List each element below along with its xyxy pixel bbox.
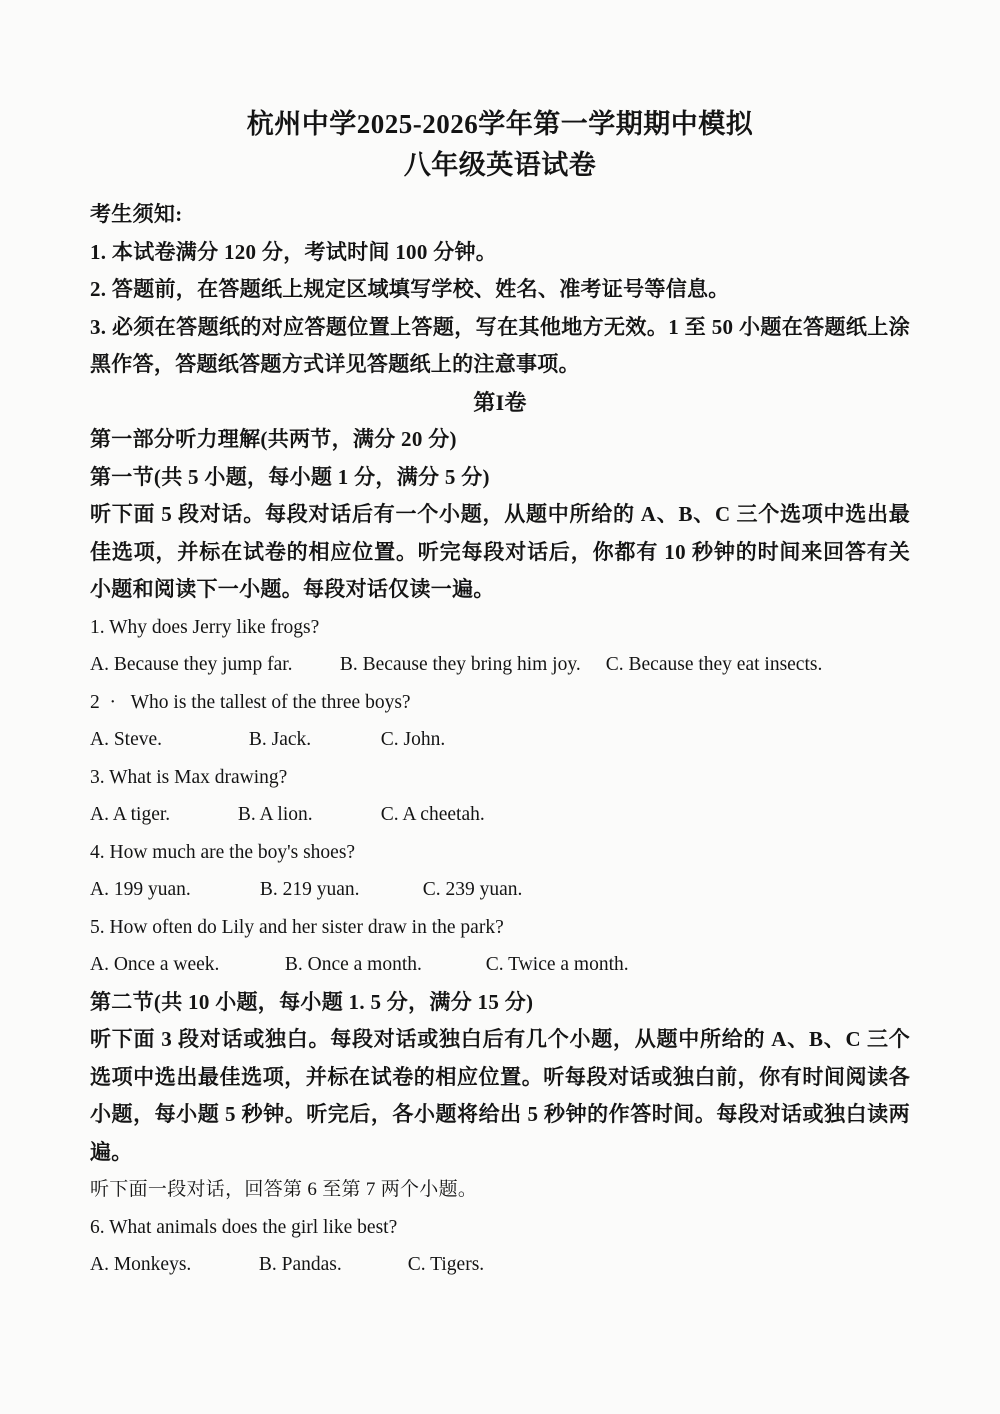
part1-heading: 第一部分听力理解(共两节，满分 20 分) <box>90 427 457 451</box>
question-2-stem: 2 · Who is the tallest of the three boys? <box>90 691 411 713</box>
section1-heading: 第一节(共 5 小题，每小题 1 分，满分 5 分) <box>90 464 490 489</box>
question-1-stem: 1. Why does Jerry like frogs? <box>90 616 320 638</box>
question-5-option-a: A. Once a week. <box>90 954 220 975</box>
question-3-stem: 3. What is Max drawing? <box>90 766 288 788</box>
question-4-stem: 4. How much are the boy's shoes? <box>90 841 356 863</box>
question-2-option-c: C. John. <box>380 729 446 750</box>
question-3-option-a: A. A tiger. <box>90 804 171 825</box>
question-5 <box>90 909 910 984</box>
question-4-option-b: B. 219 yuan. <box>259 879 360 900</box>
question-4-options <box>90 871 910 909</box>
question-6-option-a: A. Monkeys. <box>90 1254 192 1275</box>
question-6-option-c: C. Tigers. <box>407 1254 485 1275</box>
volume-title: 第I卷 <box>473 389 527 415</box>
section2-instructions: 听下面 3 段对话或独白。每段对话或独白后有几个小题，从题中所给的 A、B、C 三个选项中选出最佳选项，并标在试卷的相应位置。听每段对话或独白前，你有时间阅读各小题，每小题 5 秒钟。听完后，各小题将给出 5 秒钟的作答时间。每段对话或独白读两遍。 <box>90 1027 910 1164</box>
notice-heading: 考生须知: <box>90 202 183 226</box>
question-6-options <box>90 1246 910 1284</box>
question-1-option-b: B. Because they bring him joy. <box>339 654 581 675</box>
question-4 <box>90 834 910 909</box>
question-2-options <box>90 721 910 759</box>
exam-subtitle: 八年级英语试卷 <box>403 150 597 180</box>
question-1-option-a: A. Because they jump far. <box>90 654 293 675</box>
question-6-option-b: B. Pandas. <box>258 1254 342 1275</box>
section2-dialogue-note: 听下面一段对话，回答第 6 至第 7 两个小题。 <box>90 1179 478 1200</box>
notice-item-2: 2. 答题前，在答题纸上规定区域填写学校、姓名、准考证号等信息。 <box>90 277 730 301</box>
question-1-option-c: C. Because they eat insects. <box>605 654 823 675</box>
section2-heading: 第二节(共 10 小题，每小题 1. 5 分，满分 15 分) <box>90 989 534 1014</box>
question-2-option-a: A. Steve. <box>90 729 163 750</box>
question-4-option-a: A. 199 yuan. <box>90 879 191 900</box>
question-5-options <box>90 946 910 984</box>
question-5-option-b: B. Once a month. <box>284 954 422 975</box>
question-2-option-b: B. Jack. <box>248 729 312 750</box>
question-3-option-c: C. A cheetah. <box>380 804 485 825</box>
question-3-option-b: B. A lion. <box>237 804 313 825</box>
exam-title: 杭州中学2025-2026学年第一学期期中模拟 <box>246 109 754 139</box>
question-1-options <box>90 646 910 684</box>
question-5-stem: 5. How often do Lily and her sister draw in the park? <box>90 916 504 938</box>
question-1 <box>90 609 910 684</box>
question-2 <box>90 684 910 759</box>
question-6-stem: 6. What animals does the girl like best? <box>90 1216 398 1238</box>
notice-item-1: 1. 本试卷满分 120 分，考试时间 100 分钟。 <box>90 239 498 264</box>
notice-item-3: 3. 必须在答题纸的对应答题位置上答题，写在其他地方无效。1 至 50 小题在答题纸上涂黑作答，答题纸答题方式详见答题纸上的注意事项。 <box>90 314 910 376</box>
question-4-option-c: C. 239 yuan. <box>422 879 523 900</box>
question-3-options <box>90 796 910 834</box>
section1-instructions: 听下面 5 段对话。每段对话后有一个小题，从题中所给的 A、B、C 三个选项中选出最佳选项，并标在试卷的相应位置。听完每段对话后，你都有 10 秒钟的时间来回答有关小题和阅读下一小题。每段对话仅读一遍。 <box>90 502 910 601</box>
question-6 <box>90 1209 910 1284</box>
question-5-option-c: C. Twice a month. <box>485 954 629 975</box>
question-3 <box>90 759 910 834</box>
